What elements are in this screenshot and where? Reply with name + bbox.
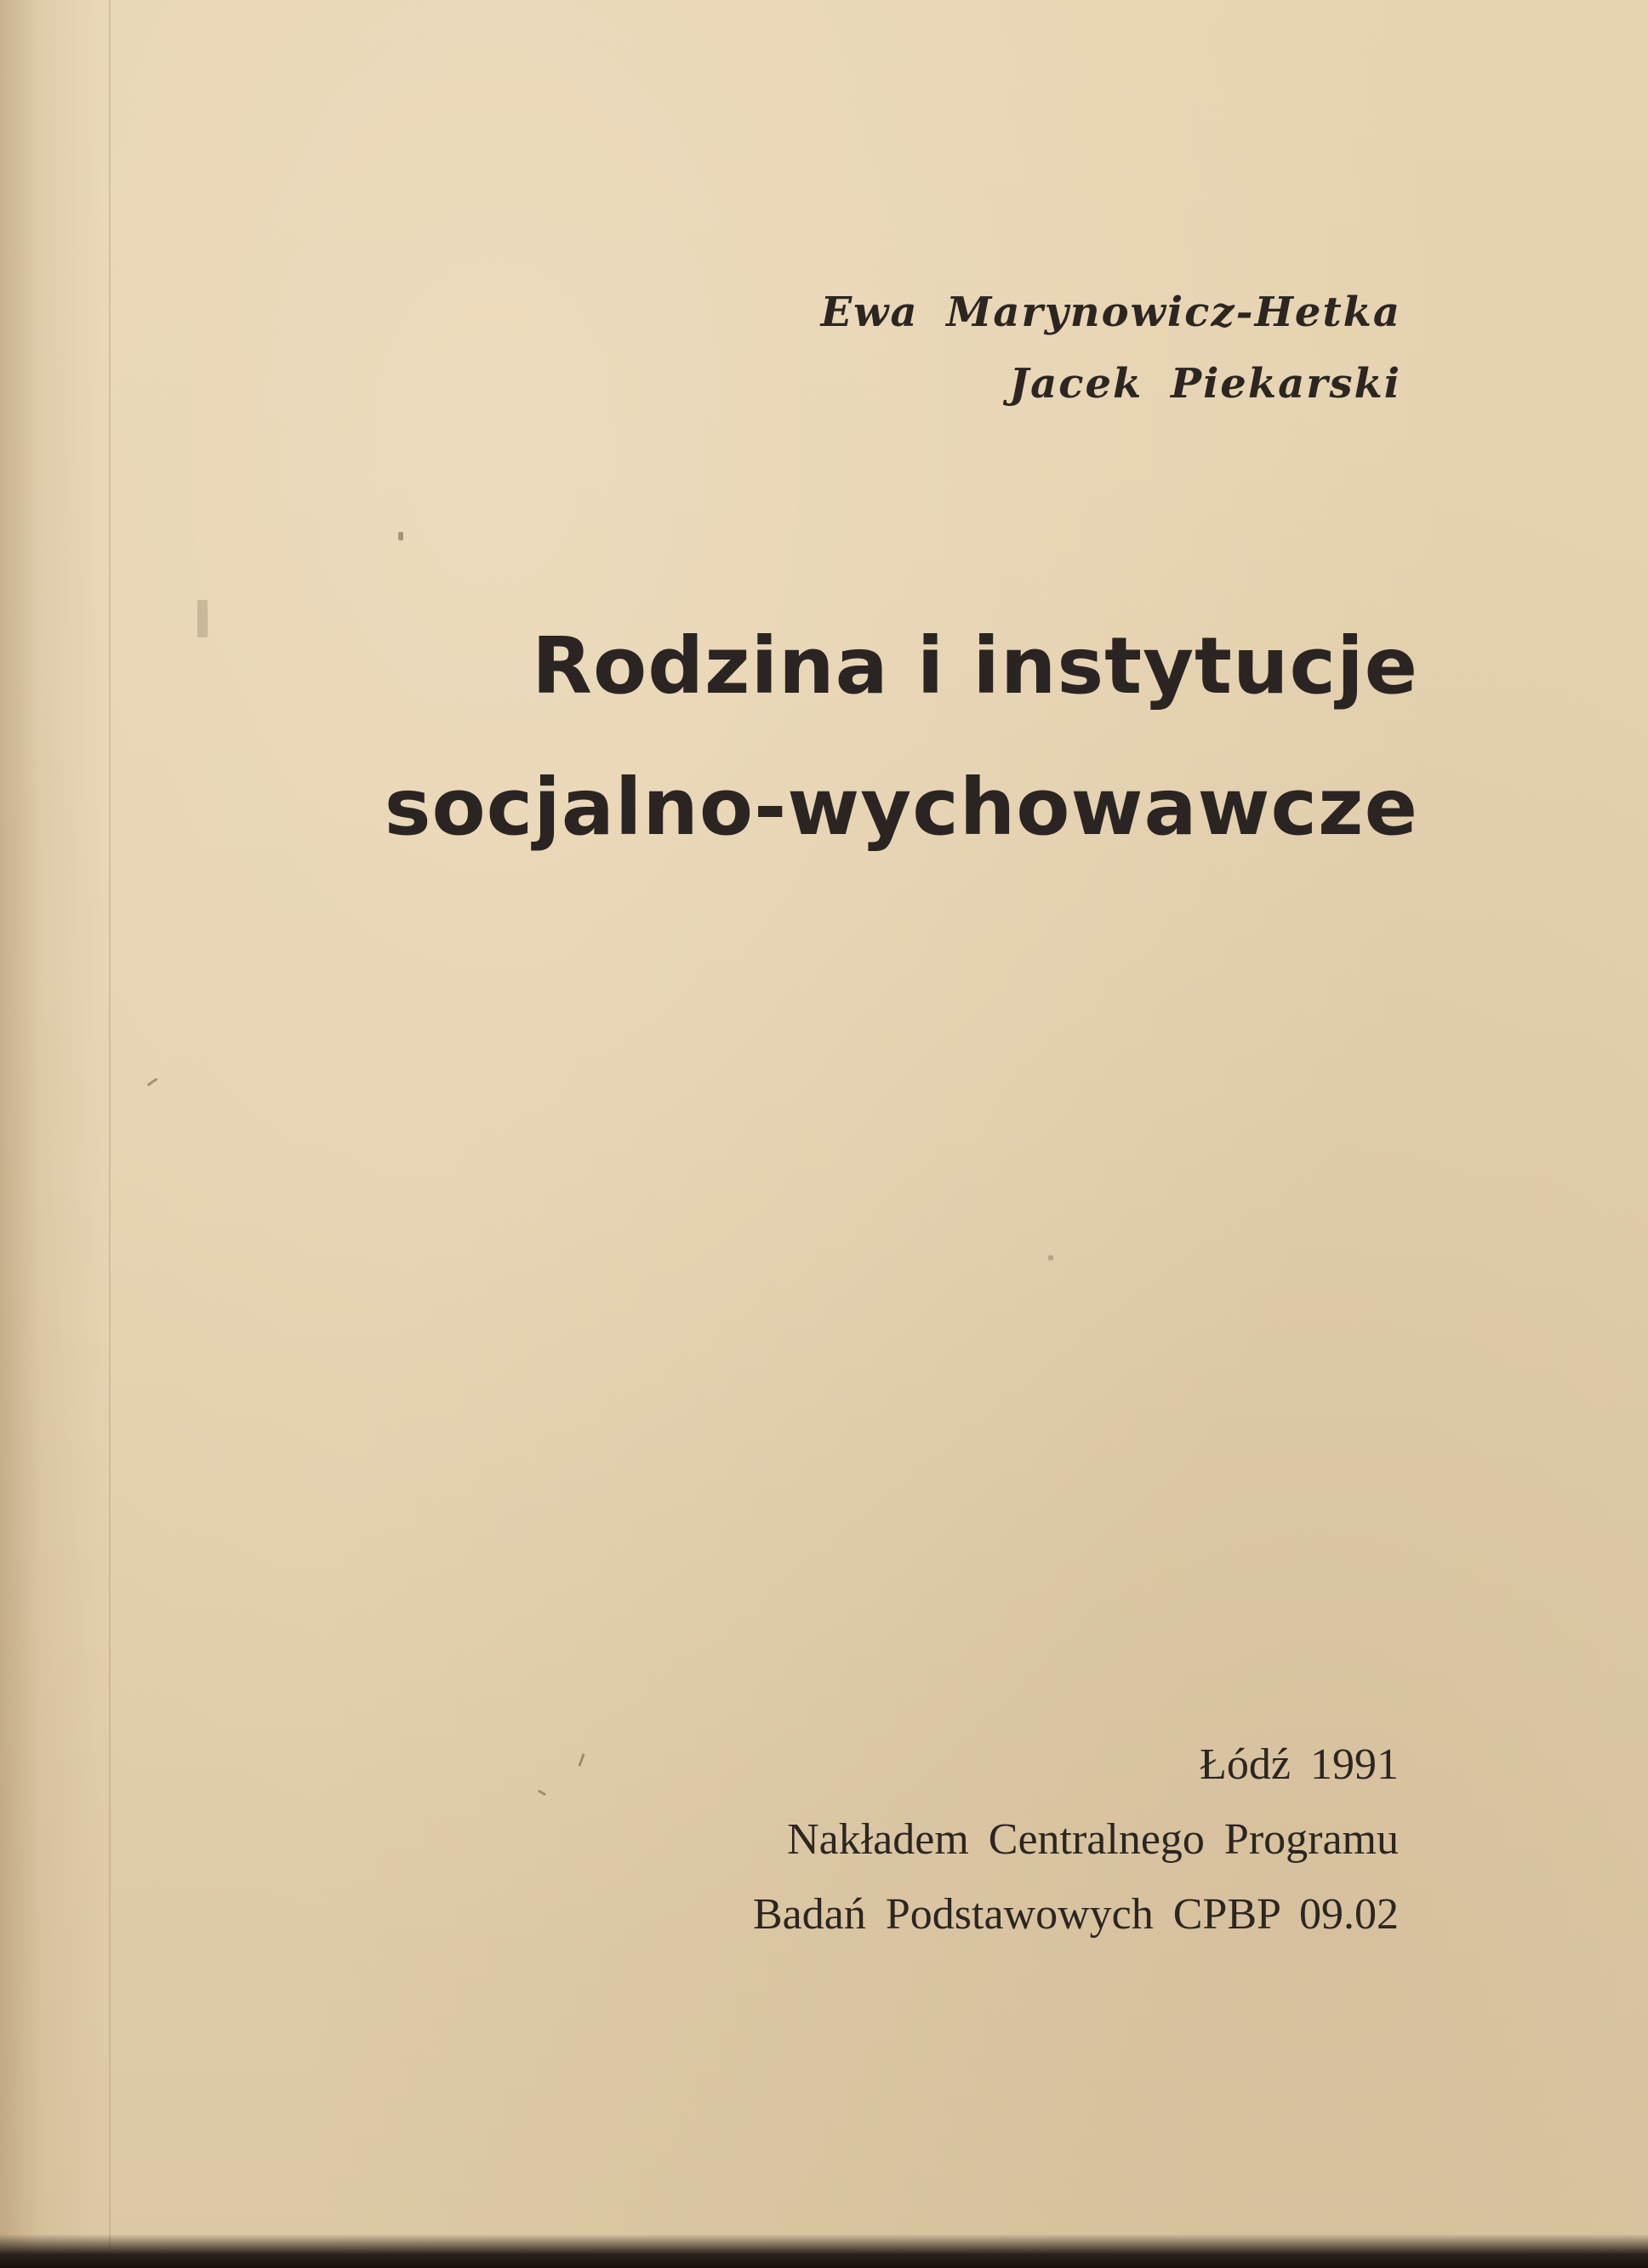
place-year: Łódź 1991: [1200, 1740, 1399, 1789]
spine-shadow: [0, 0, 102, 2268]
author-name: Jacek Piekarski: [1009, 360, 1401, 408]
author-name: Ewa Marynowicz-Hetka: [820, 288, 1401, 336]
paper-speck: [146, 1077, 157, 1086]
authors-block: [821, 277, 1401, 420]
title-line: Rodzina i instytucje: [532, 620, 1418, 711]
paper-speck: [578, 1753, 584, 1767]
paper-speck: [538, 1790, 546, 1797]
paper-speck: [197, 600, 208, 637]
publisher-block: [753, 1728, 1399, 1952]
publisher-line: Nakładem Centralnego Programu: [787, 1815, 1399, 1864]
paper-speck: [1048, 1255, 1053, 1260]
spine-fold-line: [109, 0, 111, 2268]
bottom-edge-shadow: [0, 2234, 1648, 2268]
paper-speck: [398, 532, 403, 540]
publisher-line: Badań Podstawowych CPBP 09.02: [753, 1890, 1399, 1939]
book-title: [385, 596, 1418, 878]
title-line: socjalno-wychowawcze: [384, 762, 1418, 853]
